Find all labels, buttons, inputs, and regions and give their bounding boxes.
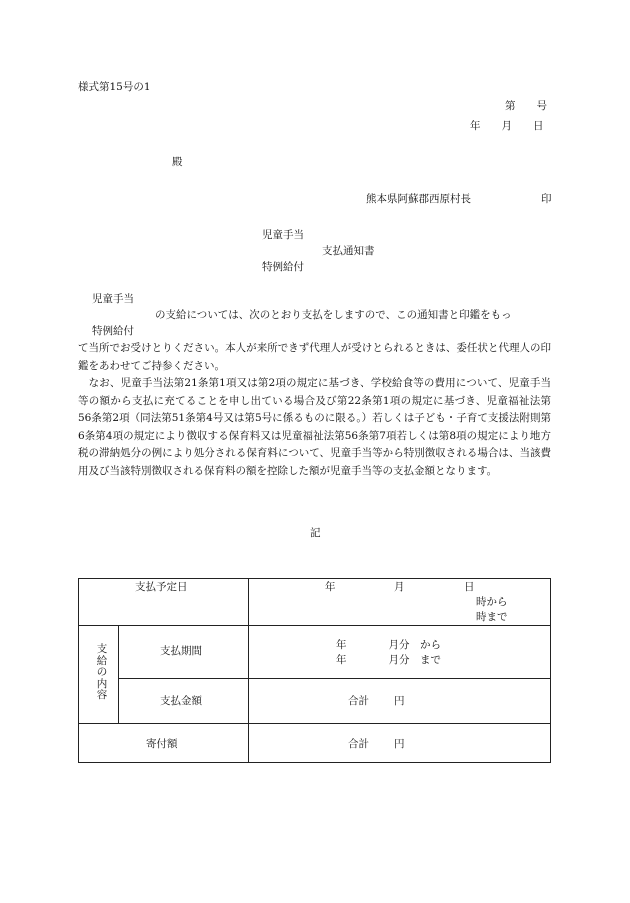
content-label: 支給の内容 <box>96 643 108 702</box>
issue-date: 年 月 日 <box>470 120 544 132</box>
addressee: 殿 <box>172 156 183 168</box>
table-line <box>78 625 551 626</box>
time-from: 時から <box>476 596 508 608</box>
table-line <box>248 578 249 763</box>
body-option-special-benefit: 特例給付 <box>92 325 134 337</box>
scheduled-date-year: 年 <box>325 581 336 593</box>
seal-mark: 印 <box>541 193 552 205</box>
payment-amount-label: 支払金額 <box>160 695 202 707</box>
ki-heading: 記 <box>310 527 321 539</box>
scheduled-date-month: 月 <box>394 581 405 593</box>
document-title: 支払通知書 <box>322 245 375 257</box>
document-number: 第 号 <box>505 100 547 112</box>
payment-period-to: 年 月分 まで <box>336 654 441 666</box>
title-option-special-benefit: 特例給付 <box>262 261 304 273</box>
body-line-1: の支給については、次のとおり支払をしますので、この通知書と印鑑をもっ <box>155 309 512 321</box>
title-option-child-allowance: 児童手当 <box>262 229 304 241</box>
donation-total: 合計 <box>348 738 369 750</box>
donation-unit: 円 <box>394 738 405 750</box>
payment-table <box>78 578 551 763</box>
time-to: 時まで <box>476 611 508 623</box>
donation-label: 寄付額 <box>146 738 178 750</box>
issuer-name: 熊本県阿蘇郡西原村長 <box>366 193 471 205</box>
body-paragraph-1: て当所でお受けとりください。本人が来所できず代理人が受けとられるときは、委任状と代理人の印鑑をあわせてご持参ください。 <box>78 342 551 372</box>
table-line <box>78 762 551 763</box>
body-option-child-allowance: 児童手当 <box>92 293 134 305</box>
table-line <box>550 578 551 763</box>
scheduled-date-day: 日 <box>464 581 475 593</box>
table-line <box>118 678 551 679</box>
scheduled-date-label: 支払予定日 <box>135 581 188 593</box>
table-line <box>78 723 551 724</box>
payment-amount-unit: 円 <box>394 695 405 707</box>
body-paragraph-2: なお、児童手当法第21条第1項又は第2項の規定に基づき、学校給食等の費用について、児童手当等の額から支払に充てることを申し出ている場合及び第22条第1項の規定に基づき、児童福祉法第56条第2項（同法第51条第4号又は第5号に係るものに限る。）若しくは子ども・子育て支援法附則第6条第4項の規定により徴収する保育料又は児童福祉法第56条第7項若しくは第8項の規定により地方税の滞納処分の例により処分される保育料について、児童手当等から特別徴収される場合は、当該費用及び当該特別徴収される保育料の額を控除した額が児童手当等の支払金額となります。 <box>78 377 551 477</box>
payment-amount-total: 合計 <box>348 695 369 707</box>
table-line <box>78 578 79 763</box>
payment-period-label: 支払期間 <box>160 645 202 657</box>
table-line <box>118 625 119 723</box>
form-number: 様式第15号の1 <box>78 81 151 93</box>
payment-period-from: 年 月分 から <box>336 639 441 651</box>
table-line <box>78 578 551 579</box>
